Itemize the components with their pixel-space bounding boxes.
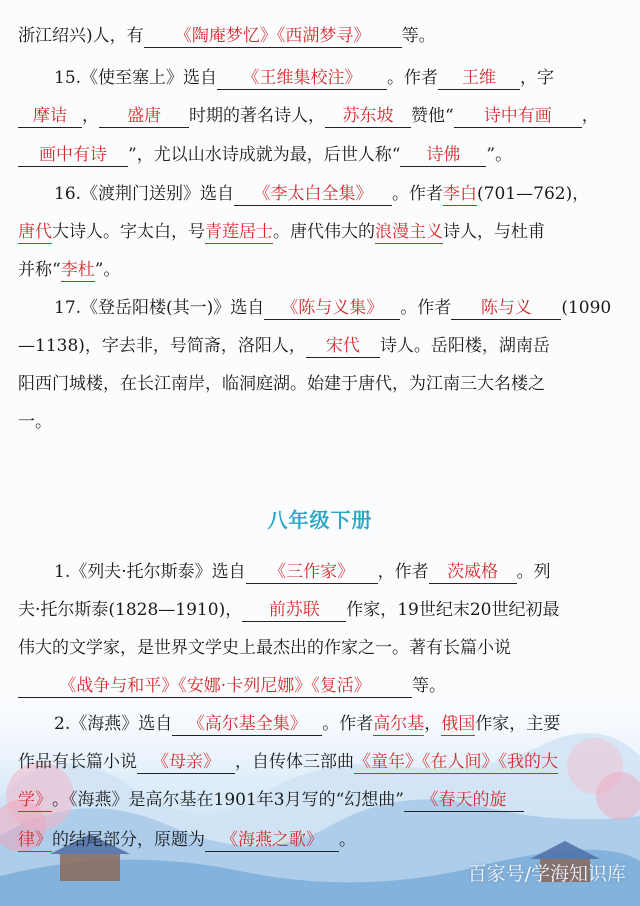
text-line	[18, 598, 640, 622]
answer-blank: 《三作家》	[246, 561, 378, 584]
answer-blank: 摩诘	[18, 105, 82, 128]
body-text: 2.《海燕》选自	[54, 714, 173, 734]
body-text: 16.《渡荆门送别》选自	[54, 184, 235, 204]
answer-blank: 《陈与义集》	[264, 297, 400, 320]
text-line	[18, 372, 640, 396]
body-text: (1090	[561, 298, 612, 318]
answer-blank: 宋代	[306, 335, 380, 358]
body-text: 1.《列夫·托尔斯泰》选自	[54, 562, 246, 582]
body-text: 15.《使至塞上》选自	[54, 68, 218, 88]
answer-blank: 《母亲》	[137, 751, 235, 774]
answer-mark: 律》	[18, 830, 52, 850]
answer-blank: 茨威格	[429, 561, 517, 584]
body-text: 诗人，与杜甫	[443, 222, 545, 242]
text-line	[18, 143, 640, 167]
body-text: 。作者	[322, 714, 374, 734]
body-text: ”。	[486, 145, 513, 165]
body-text: (701—762)，	[477, 184, 590, 204]
text-line	[18, 104, 640, 128]
text-line	[54, 66, 640, 90]
body-text: ，	[581, 106, 599, 126]
body-text: 等。	[401, 26, 436, 46]
answer-blank: 陈与义	[451, 297, 561, 320]
answer-blank: 王维	[438, 67, 520, 90]
answer-mark: 《童年》《在人间》《我的大	[354, 752, 558, 772]
body-text: 。作者	[387, 68, 439, 88]
body-text: 诗人。岳阳楼，湖南岳	[379, 336, 550, 356]
answer-mark: 青莲居士	[205, 222, 273, 242]
body-text: 夫·托尔斯泰(1828—1910)，	[18, 600, 243, 620]
body-text: 作家，主要	[475, 714, 561, 734]
text-line	[18, 220, 640, 244]
answer-blank: 《战争与和平》《安娜·卡列尼娜》《复活》	[18, 675, 412, 698]
body-text: 阳西门城楼，在长江南岸，临洞庭湖。始建于唐代，为江南三大名楼之	[18, 374, 545, 394]
body-text: 作品有长篇小说	[18, 752, 137, 772]
watermark: 百家号/学海知识库	[467, 863, 626, 885]
body-text: ，作者	[377, 562, 429, 582]
answer-mark: 浪漫主义	[375, 222, 443, 242]
answer-blank: 《春天的旋	[404, 789, 524, 812]
text-line	[54, 712, 640, 736]
body-text: 伟大的文学家，是世界文学史上最杰出的作家之一。著有长篇小说	[18, 638, 511, 658]
body-text: 时期的著名诗人，	[189, 106, 325, 126]
body-text: 。作者	[392, 184, 444, 204]
answer-blank: 《陶庵梦忆》《西湖梦寻》	[144, 25, 402, 48]
text-line	[18, 410, 640, 434]
answer-blank: 画中有诗	[18, 144, 128, 167]
answer-blank: 诗中有画	[454, 105, 582, 128]
body-text: ，字	[520, 68, 555, 88]
answer-blank: 《海燕之歌》	[205, 829, 339, 852]
section-title: 八年级下册	[267, 508, 373, 532]
answer-mark: 李杜	[60, 260, 95, 280]
body-text: 作家，19世纪末20世纪初最	[346, 600, 560, 620]
answer-mark: 俄国	[441, 714, 476, 734]
text-line	[18, 750, 640, 774]
body-text: 大诗人。字太白，号	[52, 222, 205, 242]
text-line	[54, 182, 640, 206]
answer-mark: 高尔基	[373, 714, 425, 734]
text-line	[18, 828, 640, 852]
body-text: 一。	[18, 412, 52, 432]
body-text: 等。	[412, 676, 446, 696]
body-text: ，	[424, 714, 442, 734]
answer-blank: 苏东坡	[325, 105, 411, 128]
answer-blank: 《高尔基全集》	[172, 713, 322, 736]
answer-mark: 李白	[443, 184, 478, 204]
text-line	[18, 788, 640, 812]
answer-blank: 盛唐	[99, 105, 189, 128]
answer-blank: 前苏联	[242, 599, 346, 622]
text-line	[18, 24, 640, 48]
answer-blank: 《王维集校注》	[217, 67, 387, 90]
text-line	[54, 296, 640, 320]
body-text: 的结尾部分，原题为	[52, 830, 205, 850]
text-line	[18, 258, 640, 282]
answer-mark: 唐代	[18, 222, 52, 242]
answer-mark: 学》	[18, 790, 52, 810]
body-text: 赞他“	[411, 106, 454, 126]
body-text: 。	[339, 830, 356, 850]
body-text: 。列	[516, 562, 551, 582]
body-text: ，	[82, 106, 99, 126]
text-line	[18, 674, 640, 698]
body-text: 。作者	[400, 298, 452, 318]
answer-blank: 《李太白全集》	[234, 183, 392, 206]
body-text: 。《海燕》是高尔基在1901年3月写的“幻想曲”	[52, 790, 404, 810]
body-text: 。唐代伟大的	[273, 222, 375, 242]
body-text: 浙江绍兴)人，有	[18, 26, 144, 46]
body-text: ，自传体三部曲	[235, 752, 354, 772]
body-text: —1138)，字去非，号简斋，洛阳人，	[18, 336, 306, 356]
text-line	[54, 560, 640, 584]
body-text: ”。	[94, 260, 121, 280]
text-line	[18, 636, 640, 660]
body-text: 17.《登岳阳楼(其一)》选自	[54, 298, 265, 318]
answer-blank: 诗佛	[400, 144, 486, 167]
body-text: ”，尤以山水诗成就为最，后世人称“	[128, 145, 401, 165]
body-text: 并称“	[18, 260, 61, 280]
text-line	[18, 334, 640, 358]
